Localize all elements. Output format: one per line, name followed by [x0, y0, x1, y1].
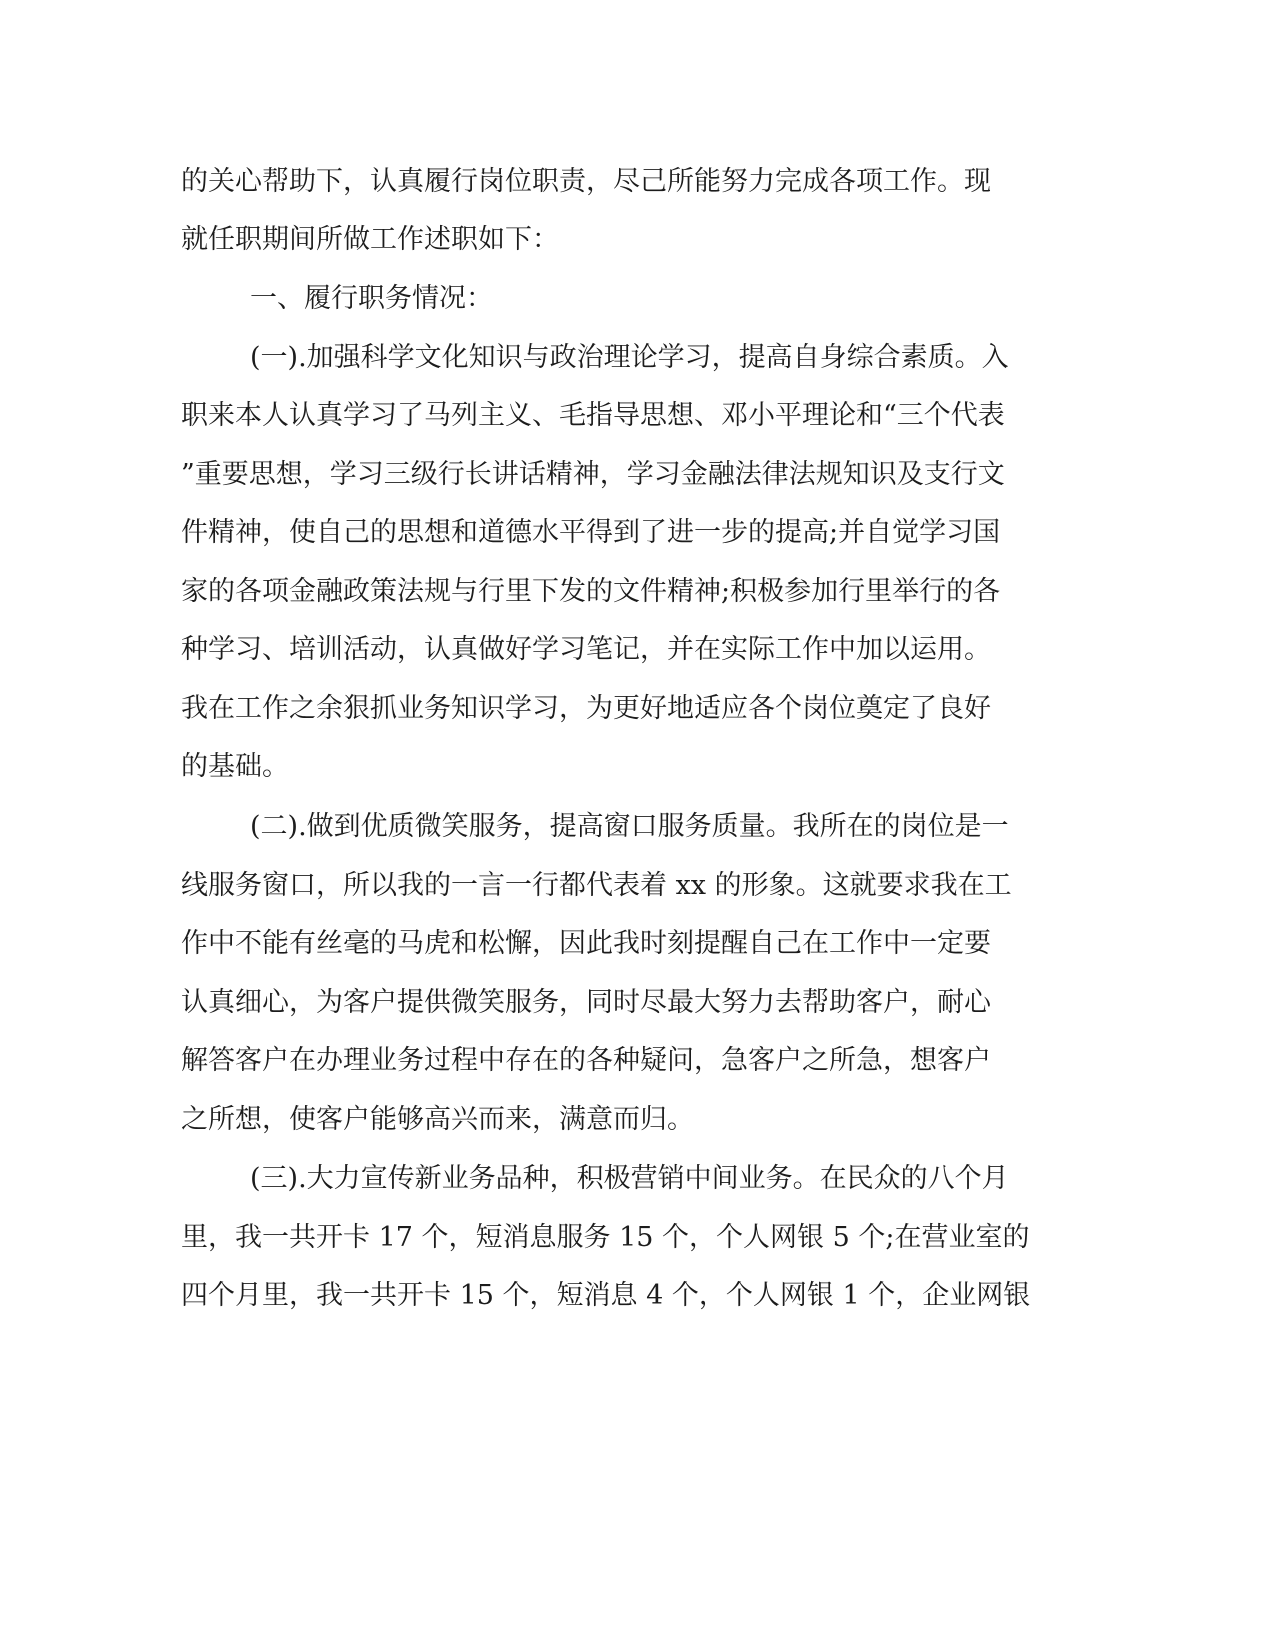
text-line-18: (三).大力宣传新业务品种，积极营销中间业务。在民众的八个月	[250, 1163, 1009, 1194]
section-heading: 一、履行职务情况：	[250, 283, 493, 314]
text-line-9: 种学习、培训活动，认真做好学习笔记，并在实际工作中加以运用。	[181, 634, 991, 665]
text-line-11: 的基础。	[181, 751, 289, 782]
text-line-10: 我在工作之余狠抓业务知识学习，为更好地适应各个岗位奠定了良好	[181, 693, 991, 724]
text-line-6: ”重要思想，学习三级行长讲话精神，学习金融法律法规知识及支行文	[181, 459, 1005, 490]
text-line-4: (一).加强科学文化知识与政治理论学习，提高自身综合素质。入	[250, 342, 1009, 373]
text-line-7: 件精神，使自己的思想和道德水平得到了进一步的提高;并自觉学习国	[181, 517, 1001, 548]
text-line-14: 作中不能有丝毫的马虎和松懈，因此我时刻提醒自己在工作中一定要	[181, 928, 991, 959]
text-line-8: 家的各项金融政策法规与行里下发的文件精神;积极参加行里举行的各	[181, 576, 1001, 607]
text-line-15: 认真细心，为客户提供微笑服务，同时尽最大努力去帮助客户，耐心	[181, 987, 991, 1018]
text-line-20: 四个月里，我一共开卡 15 个，短消息 4 个，个人网银 1 个，企业网银	[181, 1280, 1031, 1311]
text-line-17: 之所想，使客户能够高兴而来，满意而归。	[181, 1104, 694, 1135]
text-line-1: 的关心帮助下，认真履行岗位职责，尽己所能努力完成各项工作。现	[181, 166, 991, 197]
text-line-13: 线服务窗口，所以我的一言一行都代表着 xx 的形象。这就要求我在工	[181, 870, 1012, 901]
text-line-12: (二).做到优质微笑服务，提高窗口服务质量。我所在的岗位是一	[250, 811, 1009, 842]
text-line-5: 职来本人认真学习了马列主义、毛指导思想、邓小平理论和“三个代表	[181, 400, 1005, 431]
text-line-16: 解答客户在办理业务过程中存在的各种疑问，急客户之所急，想客户	[181, 1045, 991, 1076]
text-line-19: 里，我一共开卡 17 个，短消息服务 15 个，个人网银 5 个;在营业室的	[181, 1222, 1030, 1253]
text-line-2: 就任职期间所做工作述职如下：	[181, 224, 559, 255]
